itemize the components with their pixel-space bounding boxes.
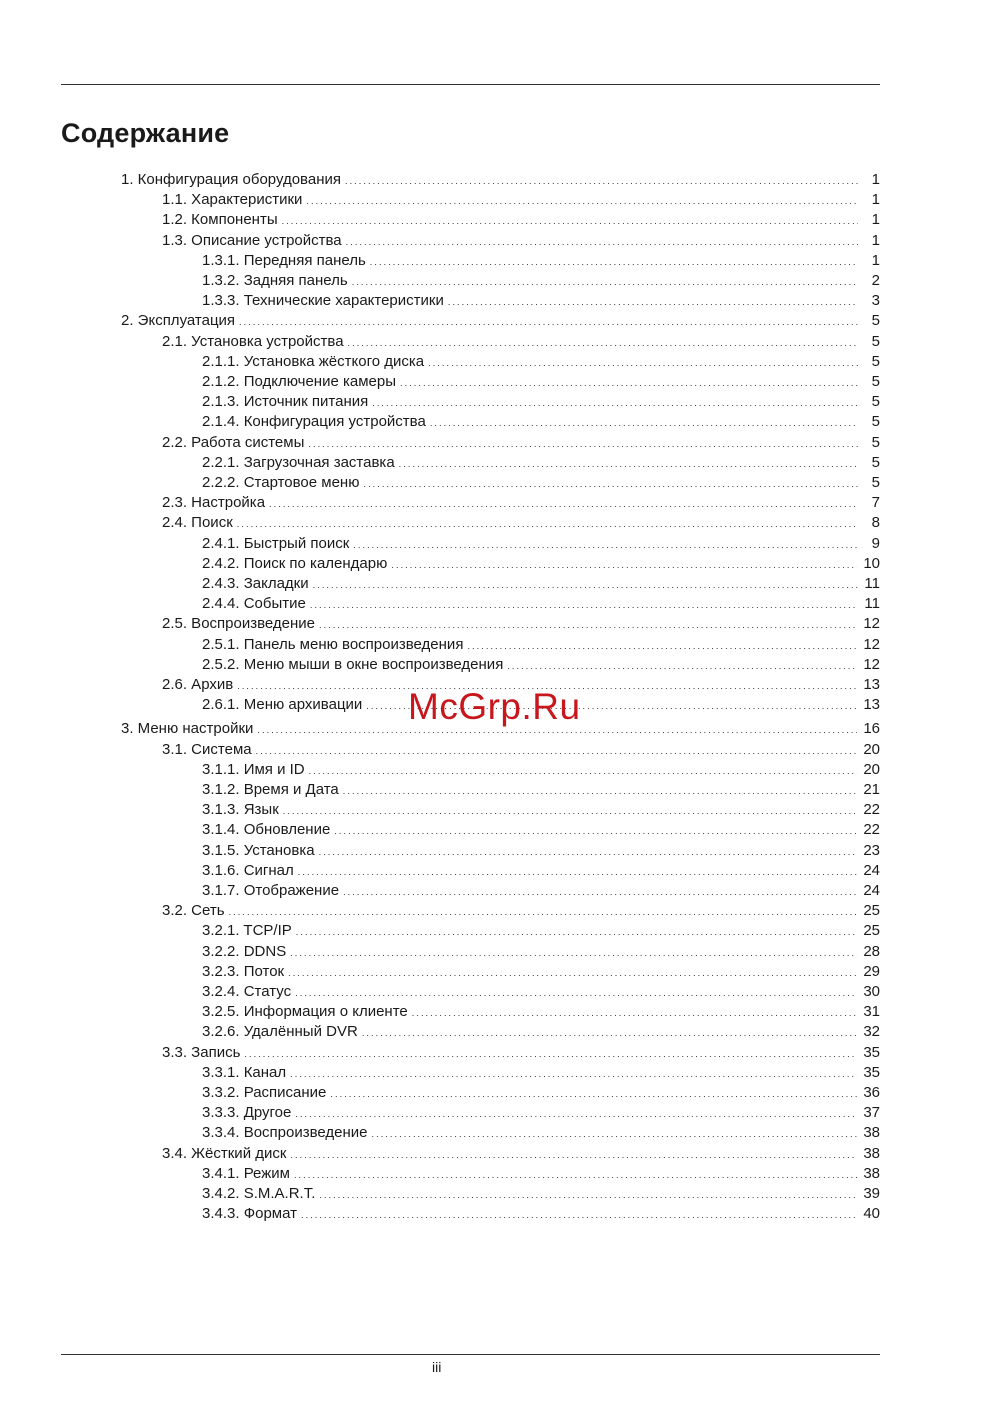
toc-entry-page: 35 <box>863 1043 880 1061</box>
toc-dot-leader <box>239 311 858 332</box>
toc-entry-page: 1 <box>871 191 880 209</box>
toc-entry[interactable] <box>162 190 880 210</box>
toc-entry-page: 29 <box>863 962 880 980</box>
toc-entry-page: 35 <box>863 1063 880 1081</box>
toc-entry[interactable] <box>202 574 880 594</box>
toc-entry-page: 30 <box>863 983 880 1000</box>
toc-entry-page: 5 <box>871 433 880 451</box>
toc-entry-title: 2.6. Архив <box>162 676 234 693</box>
toc-dot-leader <box>348 332 858 353</box>
toc-entry-title: 3.1.1. Имя и ID <box>202 760 305 778</box>
toc-entry[interactable] <box>121 170 880 190</box>
toc-entry-title: 3.2. Сеть <box>162 902 225 920</box>
toc-entry-title: 3.2.6. Удалённый DVR <box>202 1023 358 1041</box>
toc-entry-title: 3.4. Жёсткий диск <box>162 1144 287 1162</box>
toc-entry[interactable] <box>162 332 880 352</box>
toc-dot-leader <box>290 1063 857 1084</box>
toc-entry[interactable] <box>202 352 880 372</box>
toc-entry-page: 25 <box>863 922 880 940</box>
toc-entry-title: 1.2. Компоненты <box>162 211 278 229</box>
toc-entry-title: 2.4. Поиск <box>162 514 233 532</box>
toc-entry-title: 2.1.4. Конфигурация устройства <box>202 413 426 431</box>
toc-dot-leader <box>288 962 857 983</box>
toc-dot-leader <box>313 574 858 595</box>
toc-dot-leader <box>295 982 857 1003</box>
toc-entry-title: 1. Конфигурация оборудования <box>121 171 341 188</box>
toc-entry-page: 39 <box>863 1185 880 1202</box>
toc-dot-leader <box>310 594 858 615</box>
toc-entry-page: 8 <box>871 514 880 532</box>
toc-dot-leader <box>306 190 858 211</box>
toc-entry-page: 1 <box>871 251 880 269</box>
toc-entry-page: 31 <box>863 1003 880 1021</box>
toc-dot-leader <box>345 170 858 191</box>
toc-entry[interactable] <box>202 921 880 941</box>
toc-entry[interactable] <box>202 962 880 982</box>
toc-entry-page: 38 <box>863 1144 880 1162</box>
toc-entry[interactable] <box>202 594 880 614</box>
toc-dot-leader <box>399 453 858 474</box>
toc-entry-page: 13 <box>863 676 880 693</box>
toc-entry-title: 2.4.4. Событие <box>202 595 306 613</box>
toc-entry-page: 12 <box>863 635 880 653</box>
toc-entry-page: 1 <box>871 231 880 249</box>
toc-entry[interactable] <box>202 392 880 412</box>
toc-dot-leader <box>343 780 858 801</box>
toc-entry[interactable] <box>202 942 880 962</box>
toc-entry[interactable] <box>162 231 880 251</box>
toc-entry[interactable] <box>162 433 880 453</box>
toc-entry[interactable] <box>202 1184 880 1204</box>
toc-entry-page: 1 <box>871 171 880 188</box>
toc-entry[interactable] <box>121 311 880 331</box>
toc-dot-leader <box>294 1164 857 1185</box>
toc-dot-leader <box>282 210 858 231</box>
toc-dot-leader <box>428 352 858 373</box>
toc-entry[interactable] <box>162 493 880 513</box>
toc-dot-leader <box>256 740 858 761</box>
toc-dot-leader <box>346 231 858 252</box>
toc-entry-page: 23 <box>863 841 880 859</box>
toc-entry-page: 24 <box>863 861 880 879</box>
toc-entry[interactable] <box>202 453 880 473</box>
toc-entry-page: 24 <box>863 882 880 899</box>
toc-entry-page: 11 <box>864 575 880 592</box>
toc-entry-page: 25 <box>863 902 880 920</box>
toc-dot-leader <box>448 291 858 312</box>
toc-dot-leader <box>229 901 858 922</box>
toc-entry-page: 21 <box>863 781 880 798</box>
toc-entry-page: 2 <box>871 272 880 289</box>
toc-entry-title: 2.1.3. Источник питания <box>202 393 369 411</box>
toc-dot-leader <box>308 433 858 454</box>
toc-entry-title: 2.1. Установка устройства <box>162 332 344 350</box>
toc-entry[interactable] <box>162 1144 880 1164</box>
toc-entry[interactable] <box>202 841 880 861</box>
toc-entry-title: 1.3.3. Технические характеристики <box>202 292 444 310</box>
toc-dot-leader <box>330 1083 857 1104</box>
toc-entry-page: 22 <box>863 801 880 819</box>
toc-dot-leader <box>467 635 857 656</box>
toc-entry[interactable] <box>202 861 880 881</box>
toc-entry[interactable] <box>202 800 880 820</box>
toc-entry-page: 16 <box>863 720 880 738</box>
toc-dot-leader <box>290 1144 857 1165</box>
toc-entry-page: 28 <box>863 942 880 960</box>
toc-dot-leader <box>343 881 857 902</box>
toc-dot-leader <box>334 820 857 841</box>
toc-dot-leader <box>295 1103 857 1124</box>
toc-entry[interactable] <box>202 1123 880 1143</box>
toc-dot-leader <box>353 534 858 555</box>
toc-entry-page: 36 <box>863 1084 880 1101</box>
watermark: McGrp.Ru <box>408 686 581 727</box>
toc-dot-leader <box>370 251 858 272</box>
toc-dot-leader <box>362 1022 858 1043</box>
toc-entry-title: 2. Эксплуатация <box>121 312 236 330</box>
toc-entry-title: 2.4.3. Закладки <box>202 575 309 592</box>
toc-entry[interactable] <box>202 291 880 311</box>
toc-dot-leader <box>507 655 857 676</box>
toc-entry-page: 3 <box>871 292 880 310</box>
toc-entry-title: 3.1.3. Язык <box>202 801 279 819</box>
page-number: iii <box>432 1359 442 1375</box>
toc-entry-title: 3.1.4. Обновление <box>202 821 331 839</box>
toc-entry-title: 3.1.7. Отображение <box>202 882 340 899</box>
toc-entry[interactable] <box>202 412 880 432</box>
toc-entry-page: 38 <box>863 1164 880 1182</box>
toc-dot-leader <box>296 921 858 942</box>
toc-entry-title: 3.1.5. Установка <box>202 841 315 859</box>
toc-entry-title: 3. Меню настройки <box>121 720 254 738</box>
toc-entry[interactable] <box>202 534 880 554</box>
toc-entry-title: 1.3.1. Передняя панель <box>202 251 366 269</box>
toc-entry-title: 3.4.2. S.M.A.R.T. <box>202 1185 316 1202</box>
toc-entry-title: 3.1.6. Сигнал <box>202 861 294 879</box>
toc-entry-page: 12 <box>863 615 880 633</box>
toc-entry-page: 20 <box>863 740 880 758</box>
toc-dot-leader <box>319 614 857 635</box>
header-rule <box>61 84 880 85</box>
toc-entry[interactable] <box>202 881 880 901</box>
toc-entry[interactable] <box>162 901 880 921</box>
toc-entry[interactable] <box>202 1022 880 1042</box>
toc-dot-leader <box>319 1184 857 1205</box>
toc-entry[interactable] <box>202 1083 880 1103</box>
toc-entry[interactable] <box>202 1164 880 1184</box>
toc-entry-title: 2.2.2. Стартовое меню <box>202 474 360 491</box>
toc-entry-title: 3.2.3. Поток <box>202 962 285 980</box>
toc-dot-leader <box>283 800 858 821</box>
toc-dot-leader <box>372 1123 858 1144</box>
toc-dot-leader <box>298 861 858 882</box>
toc-entry[interactable] <box>202 655 880 675</box>
toc-entry-title: 3.2.4. Статус <box>202 983 292 1000</box>
toc-entry-page: 10 <box>863 554 880 572</box>
toc-dot-leader <box>372 392 858 413</box>
toc-dot-leader <box>244 1043 857 1064</box>
toc-entry-title: 2.2.1. Загрузочная заставка <box>202 453 395 471</box>
toc-entry-title: 3.4.1. Режим <box>202 1164 290 1182</box>
toc-entry-title: 2.5.1. Панель меню воспроизведения <box>202 635 464 653</box>
toc-entry-title: 3.3.4. Воспроизведение <box>202 1124 368 1142</box>
toc-entry-page: 11 <box>864 595 880 613</box>
toc-entry-title: 3.4.3. Формат <box>202 1205 297 1223</box>
toc-entry-title: 3.1.2. Время и Дата <box>202 781 339 798</box>
toc-dot-leader <box>309 760 858 781</box>
toc-entry-page: 37 <box>863 1104 880 1122</box>
page-title: Содержание <box>61 118 230 148</box>
toc-entry[interactable] <box>162 740 880 760</box>
toc-entry-title: 2.1.2. Подключение камеры <box>202 373 396 390</box>
toc-entry-title: 2.5. Воспроизведение <box>162 615 316 633</box>
toc-entry-page: 22 <box>863 821 880 839</box>
toc-entry[interactable] <box>202 760 880 780</box>
toc-entry-page: 5 <box>871 312 880 330</box>
toc-entry-title: 1.3.2. Задняя панель <box>202 272 348 289</box>
toc-entry-page: 5 <box>871 413 880 431</box>
toc-entry-title: 2.5.2. Меню мыши в окне воспроизведения <box>202 655 504 673</box>
toc-entry-page: 40 <box>863 1205 880 1223</box>
toc-entry-page: 5 <box>871 352 880 370</box>
toc-entry-title: 3.2.1. TCP/IP <box>202 922 292 940</box>
toc-entry-page: 5 <box>871 474 880 491</box>
toc-dot-leader <box>352 271 858 292</box>
toc-entry-page: 20 <box>863 760 880 778</box>
toc-entry[interactable] <box>162 210 880 230</box>
toc-entry-title: 2.6.1. Меню архивации <box>202 696 363 714</box>
toc-entry-title: 1.1. Характеристики <box>162 191 303 209</box>
toc-entry-title: 3.3.2. Расписание <box>202 1084 327 1101</box>
toc-dot-leader <box>412 1002 858 1023</box>
toc-entry-page: 32 <box>863 1023 880 1041</box>
toc-entry-page: 38 <box>863 1124 880 1142</box>
toc-entry[interactable] <box>202 473 880 493</box>
toc-entry-title: 2.2. Работа системы <box>162 433 305 451</box>
toc-entry-title: 3.3.1. Канал <box>202 1063 287 1081</box>
toc-entry-page: 5 <box>871 453 880 471</box>
toc-entry[interactable] <box>202 251 880 271</box>
toc-entry-page: 9 <box>871 534 880 552</box>
toc-entry-title: 1.3. Описание устройства <box>162 231 342 249</box>
toc-entry[interactable] <box>202 982 880 1002</box>
toc-entry[interactable] <box>202 1002 880 1022</box>
toc-dot-leader <box>269 493 858 514</box>
toc-entry-title: 2.1.1. Установка жёсткого диска <box>202 352 425 370</box>
toc-entry-page: 7 <box>871 494 880 512</box>
toc-dot-leader <box>290 942 857 963</box>
toc-entry-title: 3.3.3. Другое <box>202 1104 292 1122</box>
toc-entry-title: 2.4.2. Поиск по календарю <box>202 554 388 572</box>
toc-dot-leader <box>237 513 858 534</box>
toc-entry-title: 2.3. Настройка <box>162 494 266 512</box>
toc-entry-title: 3.1. Система <box>162 740 252 758</box>
toc-entry[interactable] <box>202 820 880 840</box>
toc-entry[interactable] <box>202 1204 880 1224</box>
toc-entry[interactable] <box>162 513 880 533</box>
toc-dot-leader <box>301 1204 857 1225</box>
toc-entry[interactable] <box>202 372 880 392</box>
toc-entry[interactable] <box>202 554 880 574</box>
toc-entry[interactable] <box>202 780 880 800</box>
toc-entry-title: 3.2.5. Информация о клиенте <box>202 1003 408 1021</box>
toc-entry-title: 3.2.2. DDNS <box>202 942 287 960</box>
toc-entry[interactable] <box>202 1103 880 1123</box>
toc-entry-page: 5 <box>871 393 880 411</box>
toc-entry-page: 5 <box>871 373 880 390</box>
toc-dot-leader <box>319 841 858 862</box>
toc-entry[interactable] <box>202 271 880 291</box>
toc-entry-title: 2.4.1. Быстрый поиск <box>202 534 350 552</box>
toc-entry[interactable] <box>162 614 880 634</box>
toc-entry-page: 5 <box>871 332 880 350</box>
toc-entry-title: 3.3. Запись <box>162 1043 241 1061</box>
toc-entry-page: 13 <box>863 696 880 714</box>
toc-entry[interactable] <box>202 1063 880 1083</box>
toc-dot-leader <box>391 554 857 575</box>
toc-dot-leader <box>363 473 858 494</box>
toc-entry[interactable] <box>162 1043 880 1063</box>
toc-entry[interactable] <box>202 635 880 655</box>
toc-entry-page: 1 <box>871 211 880 229</box>
toc-dot-leader <box>430 412 858 433</box>
toc-dot-leader <box>400 372 858 393</box>
toc-entry-page: 12 <box>863 655 880 673</box>
footer-rule <box>61 1354 880 1355</box>
